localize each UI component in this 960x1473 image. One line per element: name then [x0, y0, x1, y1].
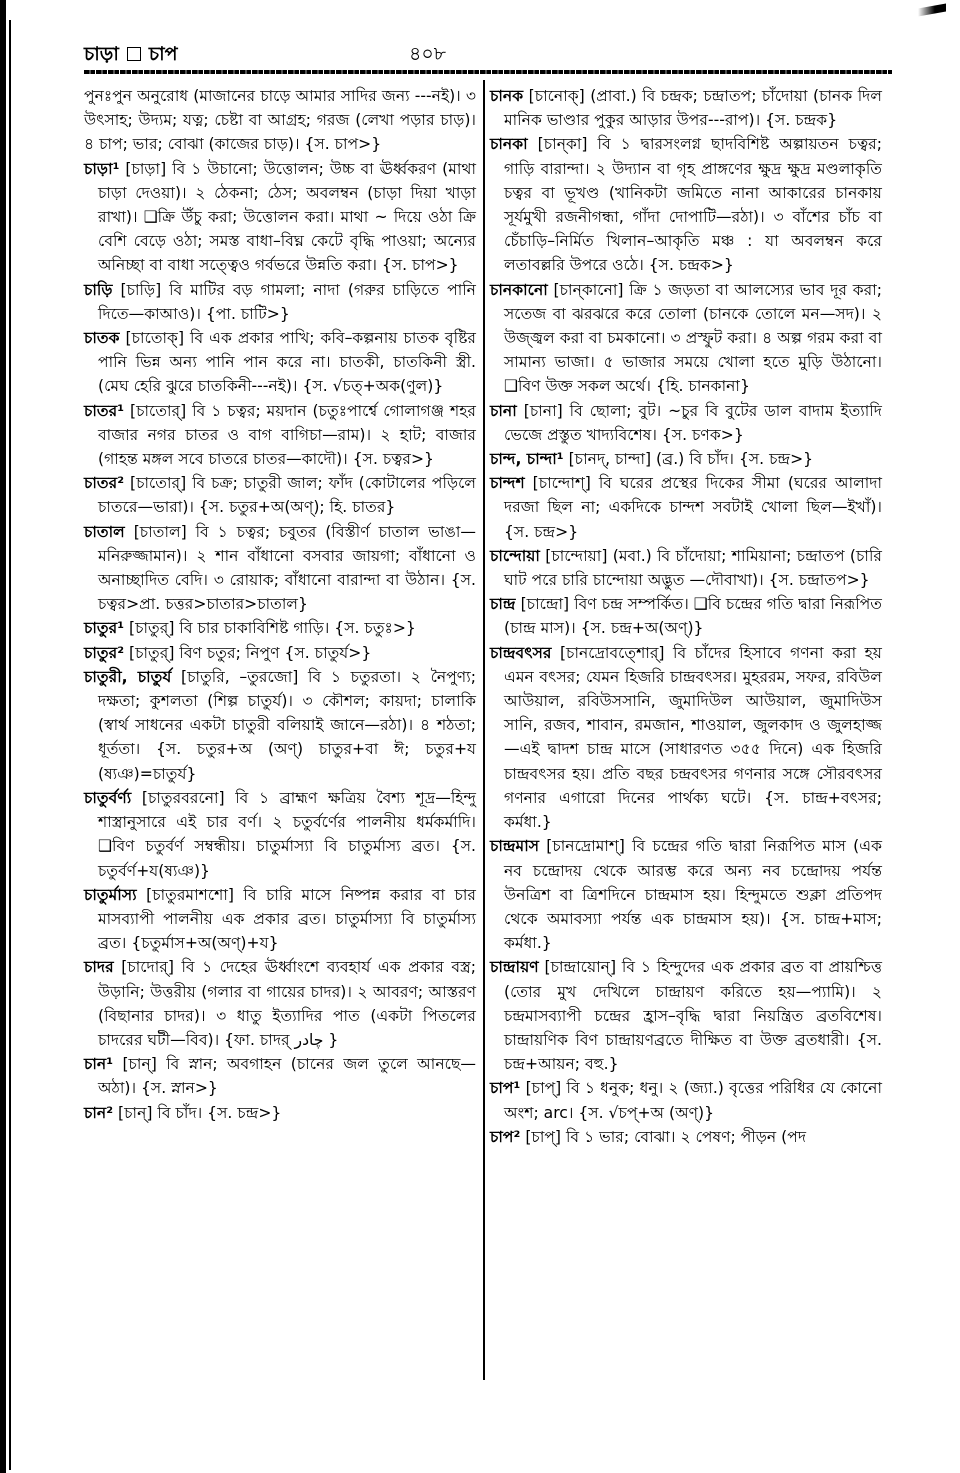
entry-headword: চান্দশ	[490, 474, 525, 493]
entry-body: [চাপ্] বি ১ ভার; বোঝা। ২ পেষণ; পীড়ন (পদ	[525, 1127, 807, 1146]
dictionary-entry	[84, 157, 476, 278]
dictionary-entry	[490, 834, 882, 955]
dictionary-entry	[84, 665, 476, 786]
entry-headword: চাদর	[84, 958, 114, 977]
continued-entry	[84, 84, 476, 157]
dictionary-entry	[490, 955, 882, 1076]
page-header	[84, 40, 894, 66]
dictionary-entry	[84, 1101, 476, 1125]
dictionary-entry	[84, 883, 476, 956]
header-rule	[84, 70, 892, 74]
dictionary-entry	[84, 1052, 476, 1100]
dictionary-entry	[490, 1076, 882, 1124]
entry-body: [চাতুরবরনো] বি ১ ব্রাহ্মণ ক্ষত্রিয় বৈশ্য শূদ্র—হিন্দু শাস্ত্রানুসারে এই চার বর্ণ। ২ চতুর্বর্ণের পালনীয় ধর্মকর্মাদি। ❑বিণ চতুর্বর্ণ সম্বন্ধীয়। চাতুর্মাস্যা বি চাতুর্মাস্য ব্রত। {স. চতুর্বর্ণ+য(ষ্যঞ)}	[98, 788, 476, 880]
dictionary-entry	[490, 447, 882, 471]
entry-headword: চাড়া¹	[84, 159, 120, 178]
dictionary-entry	[84, 641, 476, 665]
entry-headword: চান্দ্রায়ণ	[490, 958, 539, 977]
entry-headword: চানকানো	[490, 280, 548, 299]
page-number: ৪০৮	[409, 43, 447, 65]
dictionary-entry	[84, 471, 476, 519]
entry-headword: চাতুরী, চাতুর্য	[84, 667, 172, 686]
dictionary-entry	[84, 399, 476, 472]
entry-headword: চাতুর্বর্ণ্য	[84, 788, 132, 807]
entry-body: [চাতুর্] বি চার চাকাবিশিষ্ট গাড়ি। {স. চতুঃ>}	[129, 619, 416, 638]
entry-headword: চাতক	[84, 329, 120, 348]
dictionary-entry	[490, 399, 882, 447]
entry-body: [চাড়া] বি ১ উচানো; উত্তোলন; উচ্চ বা ঊর্ধ্বকরণ (মাথা চাড়া দেওয়া)। ২ ঠেকনা; ঠেস; অবলম্বন (চাড়া দিয়া খাড়া রাখা)। ❑ক্রি উঁচু করা; উত্তোলন করা। মাথা ~ দিয়ে ওঠা ক্রি বেশি বেড়ে ওঠা; সমস্ত বাধা–বিঘ্ন কেটে বৃদ্ধি পাওয়া; অন্যের অনিচ্ছা বা বাধা সত্ত্বেও গর্বভরে উন্নতি করা। {স. চাপ>}	[98, 159, 476, 275]
square-separator-icon	[127, 47, 141, 61]
dictionary-entry	[84, 786, 476, 883]
dictionary-entry	[490, 592, 882, 640]
entry-headword: চান্দ, চান্দা¹	[490, 450, 564, 469]
entry-body: [চান্কা] বি ১ দ্বারসংলগ্ন ছাদবিশিষ্ট অল্পায়তন চত্বর; গাড়ি বারান্দা। ২ উদ্যান বা গৃহ প্রাঙ্গণের ক্ষুদ্র ক্ষুদ্র মণ্ডলাকৃতি চত্বর বা ভূখণ্ড (খানিকটা জমিতে নানা আকারের চানকায় সূর্যমুখী রজনীগন্ধা, গাঁদা দোপাটি—রঠা)। ৩ বাঁশের চাঁচ বা চেঁচাড়ি–নির্মিত খিলান–আকৃতি মঞ্চ : যা অবলম্বন করে লতাবল্লরি উপরে ওঠে। {স. চন্দ্রক>}	[504, 135, 882, 275]
entry-headword: চান্দোয়া	[490, 546, 540, 565]
entry-body: [চান্] বি চাঁদ। {স. চন্দ্র>}	[118, 1103, 282, 1122]
entry-headword: চান্দ্রমাস	[490, 837, 540, 856]
column-divider	[483, 80, 485, 1380]
entry-body: [চান্দ্রায়োন্] বি ১ হিন্দুদের এক প্রকার ব্রত বা প্রায়শ্চিত্ত (তোর মুখ দেখিলে চান্দ্রায়ণ করিতে হয়—প্যামি)। ২ চন্দ্রমাসব্যাপী চন্দ্রের হ্রাস–বৃদ্ধি দ্বারা নিয়ন্ত্রিত ব্রতবিশেষ। চান্দ্রায়ণিক বিণ চান্দ্রায়ণব্রতে দীক্ষিত বা উক্ত ব্রতধারী। {স. চন্দ্র+আয়ন; বহু.}	[504, 958, 882, 1074]
entry-body: [চাপ্] বি ১ ধনুক; ধনু। ২ (জ্যা.) বৃত্তের পরিধির যে কোনো অংশ; arc। {স. √চপ্+অ (অণ্)}	[504, 1079, 882, 1122]
entry-headword: চাড়ি	[84, 280, 113, 299]
dictionary-entry	[84, 955, 476, 1052]
dictionary-entry	[490, 132, 882, 277]
entry-headword: চান²	[84, 1103, 114, 1122]
entry-body: পুনঃপুন অনুরোধ (মাজানের চাড়ে আমার সাদির জন্য ---নই)। ৩ উৎসাহ; উদ্যম; যত্ন; চেষ্টা বা আগ্রহ; গরজ (লেখা পড়ার চাড়)। ৪ চাপ; ভার; বোঝা (কাজের চাড়)। {স. চাপ>}	[84, 87, 476, 154]
entry-body: [চানোক্] (প্রাবা.) বি চন্দ্রক; চন্দ্রাতপ; চাঁদোয়া (চানক দিল মানিক ভাণ্ডার পুকুর আড়ার উপর---রাপ)। {স. চন্দ্রক}	[504, 87, 882, 130]
entry-body: [চাদোর্] বি ১ দেহের ঊর্ধ্বাংশে ব্যবহার্য এক প্রকার বস্ত্র; উড়ানি; উত্তরীয় (গলার বা গায়ের চাদর)। ২ আবরণ; আস্তরণ (বিছানার চাদর)। ৩ ধাতু ইত্যাদির পাত (একটা পিতলের চাদরের ঘটী—বিব)। {ফা. চাদর্ چادر }	[98, 958, 476, 1049]
right-column	[490, 84, 882, 1149]
entry-body: [চাতোর্] বি চক্র; চাতুরী জাল; ফাঁদ (কোটালের পড়িলে চাতরে—ভারা)। {স. চতুর+অ(অণ্); হি. চাতর}	[98, 474, 476, 517]
dictionary-entry	[84, 520, 476, 617]
entry-body: [চান্দোশ্] বি ঘরের প্রস্থের দিকের সীমা (ঘরের আলাদা দরজা ছিল না; একদিকে চান্দশ সবটাই খোলা ছিল—ইখাঁ)। {স. চন্দ্র>}	[504, 474, 882, 541]
entry-headword: চাতাল	[84, 522, 125, 541]
entry-headword: চাতুর²	[84, 643, 125, 662]
entry-body: [চানদ্রোবত্শোর্] বি চাঁদের হিসাবে গণনা করা হয় এমন বৎসর; যেমন হিজরি চান্দ্রবৎসর। মুহররম, সফর, রবিউল আউয়াল, রবিউসসানি, জুমাদিউল আউয়াল, জুমাদিউস সানি, রজব, শাবান, রমজান, শাওয়াল, জুলকাদ ও জুলহাজ্জ—এই দ্বাদশ চান্দ্র মাসে (সাধারণত ৩৫৫ দিনে) এক হিজরি চান্দ্রবৎসর হয়। প্রতি বছর চন্দ্রবৎসর গণনার সঙ্গে সৌরবৎসর গণনার এগারো দিনের পার্থক্য ঘটে। {স. চান্দ্র+বৎসর; কর্মধা.}	[504, 643, 882, 832]
entry-headword: চান্দ্রবৎসর	[490, 643, 552, 662]
entry-headword: চাপ²	[490, 1127, 521, 1146]
dictionary-entry	[490, 641, 882, 835]
entry-body: [চাতুরি, –তুরজো] বি ১ চতুরতা। ২ নৈপুণ্য; দক্ষতা; কুশলতা (শিল্প চাতুর্য)। ৩ কৌশল; কায়দা; চালাকি (স্বার্থ সাধনের একটা চাতুরী বলিয়াই জানে—রঠা)। ৪ শঠতা; ধূর্ততা। {স. চতুর+অ (অণ্) চাতুর+বা ঈ; চতুর+য (ষ্যঞ)=চাতুর্য}	[98, 667, 476, 783]
scan-corner-mark	[918, 4, 946, 17]
dictionary-entry	[490, 544, 882, 592]
dictionary-entry	[84, 278, 476, 326]
entry-body: [চান্দ্রো] বিণ চন্দ্র সম্পর্কিত। ❑বি চন্দ্রের গতি দ্বারা নিরূপিত (চান্দ্র মাস)। {স. চন্দ্র+অ(অণ্)}	[504, 595, 882, 638]
entry-headword: চাতুর্মাস্য	[84, 885, 137, 904]
entry-body: [চান্] বি স্নান; অবগাহন (চানের জল তুলে আনছে—অঠা)। {স. স্নান>}	[98, 1055, 476, 1098]
entry-headword: চানকা	[490, 135, 528, 154]
running-head	[84, 40, 178, 72]
entry-body: [চাড়ি] বি মাটির বড় গামলা; নাদা (গরুর চাড়িতে পানি দিতে—কাআও)। {পা. চাটি>}	[98, 280, 476, 323]
entry-headword: চানক	[490, 87, 524, 105]
entry-headword: চান্দ্র	[490, 595, 516, 614]
entry-headword: চাতর²	[84, 474, 125, 493]
entry-body: [চাতোর্] বি ১ চত্বর; ময়দান (চতুঃপার্শ্বে গোলাগঞ্জ শহর বাজার নগর চাতর ও বাগ বাগিচা—রাম)। ২ হাট; বাজার (গাহন্ত মঙ্গল সবে চাতরে চাতর—কাদৌ)। {স. চত্বর>}	[98, 401, 476, 469]
entry-headword: চানা	[490, 401, 517, 420]
dictionary-entry	[490, 471, 882, 544]
dictionary-entry	[84, 326, 476, 399]
entry-headword: চাতুর¹	[84, 619, 125, 638]
entry-body: [চাতুরমাশশো] বি চারি মাসে নিষ্পন্ন করার বা চার মাসব্যাপী পালনীয় এক প্রকার ব্রত। চাতুর্মাস্যা বি চাতুর্মাস্য ব্রত। {চতুর্মাস+অ(অণ্)+য}	[98, 885, 476, 953]
dictionary-entry	[490, 1125, 882, 1149]
entry-headword: চাতর¹	[84, 401, 125, 420]
entry-body: [চাতুর্] বিণ চতুর; নিপুণ {স. চাতুর্য>}	[129, 643, 372, 662]
entry-headword: চাপ¹	[490, 1079, 521, 1098]
scan-binding-line	[9, 20, 11, 1470]
dictionary-entry	[490, 278, 882, 399]
running-head-first-word: চাড়া	[84, 43, 119, 65]
entry-body: [চান্কানো] ক্রি ১ জড়তা বা আলস্যের ভাব দূর করা; সতেজ বা ঝরঝরে করে তোলা (চানকে তোলে মন—সদ)। ২ উজ্জ্বল করা বা চমকানো। ৩ প্রস্ফুট করা। ৪ অল্প গরম করা বা সামান্য ভাজা। ৫ ভাজার সময়ে খোলা হতে মুড়ি উঠানো। ❑বিণ উক্ত সকল অর্থে। {হি. চানকানা}	[504, 280, 882, 396]
dictionary-entry	[84, 616, 476, 640]
scan-binding-edge	[0, 0, 6, 1473]
entry-body: [চানদ্রোমাশ্] বি চন্দ্রের গতি দ্বারা নিরূপিত মাস (এক নব চন্দ্রোদয় থেকে আরম্ভ করে অন্য নব চন্দ্রোদয় পর্যন্ত উনত্রিশ বা ত্রিশদিনে চান্দ্রমাস হয়। হিন্দুমতে শুক্লা প্রতিপদ থেকে অমাবস্যা পর্যন্ত এক চান্দ্রমাস হয়)। {স. চান্দ্র+মাস; কর্মধা.}	[504, 837, 882, 953]
entry-body: [চান্দোয়া] (মবা.) বি চাঁদোয়া; শামিয়ানা; চন্দ্রাতপ (চারি ঘাট পরে চারি চান্দোয়া অদ্ভুত —দৌবাখা)। {স. চন্দ্রাতপ>}	[504, 546, 882, 590]
running-head-last-word: চাপ	[148, 43, 178, 65]
entry-body: [চাতোক্] বি এক প্রকার পাখি; কবি–কল্পনায় চাতক বৃষ্টির পানি ভিন্ন অন্য পানি পান করে না। চাতকী, চাতকিনী স্ত্রী. (মেঘ হেরি ঝুরে চাতকিনী---নই)। {স. √চত্+অক(ণুল)}	[98, 329, 476, 396]
left-column	[84, 84, 476, 1125]
entry-headword: চান¹	[84, 1055, 114, 1074]
dictionary-entry	[490, 84, 882, 132]
entry-body: [চানদ্, চান্দা] (ব্র.) বি চাঁদ। {স. চন্দ্র>}	[568, 450, 814, 469]
entry-body: [চাতাল] বি ১ চত্বর; চবুতর (বিস্তীর্ণ চাতাল ভাঙা—মনিরুজ্জামান)। ২ শান বাঁধানো বসবার জায়গা; বাঁধানো ও অনাচ্ছাদিত বেদি। ৩ রোয়াক; বাঁধানো বারান্দা বা উঠান। {স. চত্বর>প্রা. চত্তর>চাতার>চাতাল}	[98, 522, 476, 614]
entry-body: [চানা] বি ছোলা; বুট। ~চুর বি বুটের ডাল বাদাম ইত্যাদি ভেজে প্রস্তুত খাদ্যবিশেষ। {স. চণক>}	[504, 401, 882, 444]
